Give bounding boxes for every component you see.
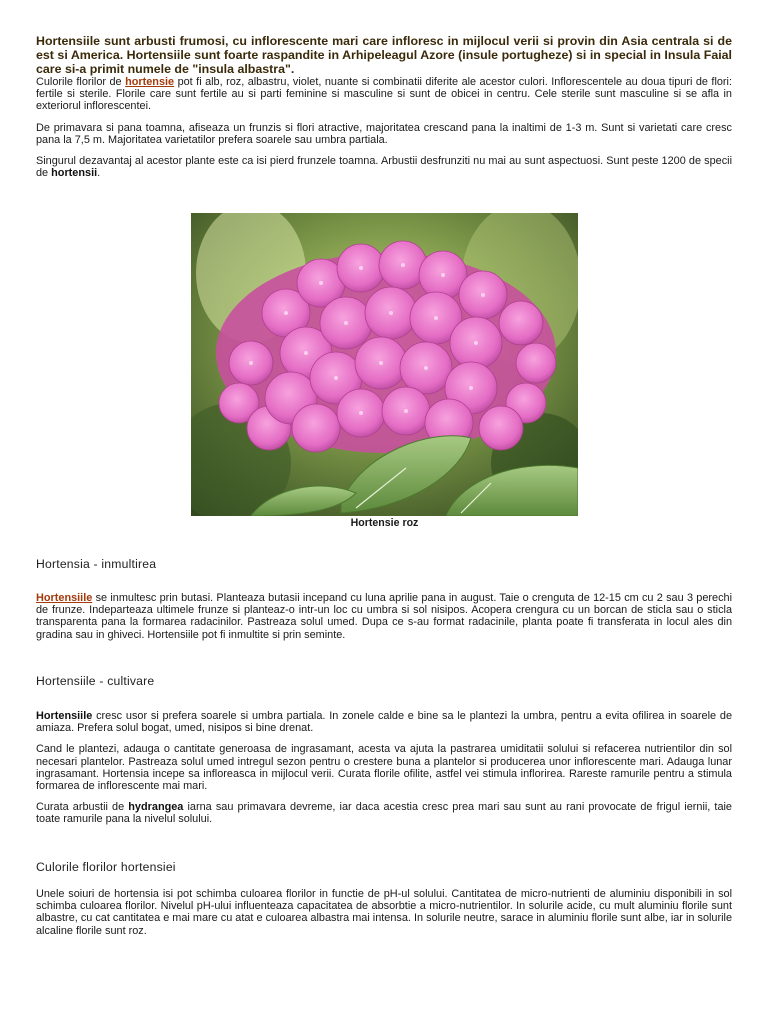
hortensiile-link[interactable]: Hortensiile [36,592,93,604]
section-culorile [36,888,732,946]
text-span: Culorile florilor de [36,76,126,88]
text-span: pot fi alb, roz, albastru, violet, nuante si combinatii diferite ale acestor culori. Inflorescentele au doua tipuri de flori: fertile si sterile. Florile care sunt fertile au si parti feminine si masculine si sunt de obicei in centru. Cele sterile sunt masculine si se afla in exteriorul inflorescentei. [36,76,733,113]
intro-paragraph-colors [36,76,732,113]
cultivare-paragraph-1 [36,710,732,734]
text-span: iarna sau primavara devreme, iar daca acestia cresc prea mari sau sunt au rani provocate de frigul iernii, taie toate ramurile pana la nivelul solului. [36,801,732,826]
photo-caption: Hortensie roz [350,517,419,529]
hortensiile-bold: Hortensiile [36,710,93,722]
section-inmultirea [36,592,732,650]
cultivare-paragraph-3 [36,801,732,825]
text-span: . [97,167,101,180]
intro-paragraph-species [36,155,732,179]
section-cultivare [36,710,732,835]
section-title-culorile: Culorile florilor hortensiei [36,860,176,874]
text-span: cresc usor si prefera soarele si umbra partiala. In zonele calde e bine sa le plantezi la umbra, pentru a evita ofilirea in soarele de amiaza. Prefera solul bogat, umed, nisipos si bine drenat. [36,710,732,735]
hydrangea-bold: hydrangea [128,801,184,814]
text-span: Singurul dezavantaj al acestor plante este ca isi pierd frunzele toamna. Arbustii desfrunziti nu mai au sunt aspectuosi. Sunt peste 1200 de specii de [36,155,732,180]
section-title-inmultirea: Hortensia - inmultirea [36,557,157,571]
figure [191,213,578,529]
culorile-paragraph: Unele soiuri de hortensia isi pot schimba culoarea florilor in functie de pH-ul solului. Cantitatea de micro-nutrienti de aluminiu disponibili in sol schimba culoarea florilor. Nivelul pH-ului influenteaza capacitatea de absorbtie a micro-nutrientilor. In solurile acide, cu mult aluminiu florile sunt albastre, cu cat cantitatea e mai mare cu atat e culoarea albastra mai intensa. In solurile neutre, sarace in aluminiu florile sunt albe, iar in solurile alcaline florile sunt roz. [36,888,732,937]
cultivare-paragraph-2: Cand le plantezi, adauga o cantitate generoasa de ingrasamant, acesta va ajuta la pastrarea umiditatii solului si refacerea nutrientilor din sol necesari plantelor. Pastreaza solul umed intregul sezon pentru o crestere buna a plantelor si producerea unor inflorescente mari. Adauga lunar ingrasamant. Hortensia incepe sa infloreasca in mijlocul verii. Curata florile ofilite, astfel vei stimula inflorirea. Rareste ramurile pentru a stimula formarea de inflorescente mai mari. [36,743,732,793]
article [36,34,733,937]
text-span: se inmultesc prin butasi. Planteaza butasii incepand cu luna aprilie pana in august. Taie o crenguta de 12-15 cm cu 2 sau 3 perechi de frunze. Indeparteaza ultimele frunze si planteaz-o intr-un loc cu umbra si sol nisipos. Acopera crengura cu un borcan de sticla sau o sticla transparenta pana la formarea radacinilor. Pastreaza solul umed. Dupa ce s-au format radacinile, planta poate fi transferata in locul ales din gradina sau in ghiveci. Hortensiile pot fi inmultite si prin seminte. [36,592,732,641]
hydrangea-photo [191,213,578,516]
inmultirea-paragraph [36,592,732,641]
intro-paragraph-height: De primavara si pana toamna, afiseaza un frunzis si flori atractive, majoritatea crescand pana la inaltimi de 1-3 m. Sunt si varietati care cresc pana la 7,5 m. Majoritatea varietatilor prefera soarele sau umbra partiala. [36,121,732,146]
section-title-cultivare: Hortensiile - cultivare [36,674,155,688]
hortensie-link[interactable]: hortensie [125,76,175,88]
text-span: Curata arbustii de [36,801,129,814]
intro-bold-paragraph: Hortensiile sunt arbusti frumosi, cu inflorescente mari care infloresc in mijlocul verii si provin din Asia centrala si de est si America. Hortensiile sunt foarte raspandite in Arhipeleagul Azore (insule portugheze) si in special in Insula Faial care si-a primit numele de "insula albastra". [36,34,732,76]
hortensii-bold: hortensii [51,167,98,180]
